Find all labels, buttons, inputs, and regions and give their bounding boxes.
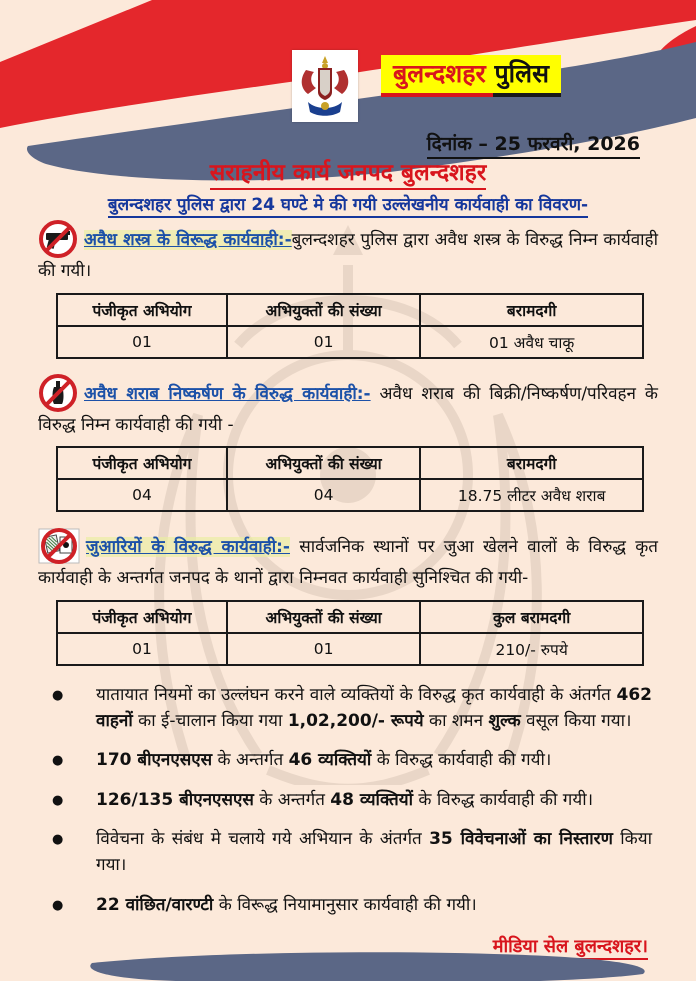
no-firearm-icon xyxy=(38,219,78,259)
table-row: 01 01 01 अवैध चाकू xyxy=(57,326,643,358)
no-alcohol-icon xyxy=(38,373,78,413)
section-heading: अवैध शराब निष्कर्षण के विरुद्ध कार्यवाही:- xyxy=(84,383,371,404)
table-header-row: पंजीकृत अभियोग अभियुक्तों की संख्या कुल बरामदगी xyxy=(57,601,643,633)
bullet-text: 170 बीएनएसएस के अन्तर्गत 46 व्यक्तियों के विरुद्ध कार्यवाही की गयी। xyxy=(96,750,552,771)
media-cell-signature: मीडिया सेल बुलन्दशहर। xyxy=(493,936,648,960)
list-item xyxy=(38,747,658,773)
police-logo-box xyxy=(292,50,358,122)
list-item xyxy=(38,682,658,735)
arms-action-table xyxy=(56,293,644,359)
list-item xyxy=(38,826,658,879)
bullet-text: विवेचना के संबंध मे चलाये गये अभियान के अंतर्गत 35 विवेचनाओं का निस्तारण किया गया। xyxy=(96,828,652,876)
section-gambling xyxy=(38,526,658,592)
gambling-action-table xyxy=(56,600,644,666)
up-police-crest-icon xyxy=(298,54,352,118)
org-name-part1: बुलन्दशहर xyxy=(393,59,486,88)
bullet-marker-icon: ● xyxy=(52,792,64,808)
footer-swoosh-art xyxy=(0,945,696,985)
date-line: दिनांक – 25 फरवरी, 2026 xyxy=(427,130,640,159)
bullet-text: यातायात नियमों का उल्लंघन करने वाले व्यक्तियों के विरुद्ध कृत कार्यवाही के अंतर्गत 462 वाहनों का ई-चालान किया गया 1,02,200/- रूपये का शमन शुल्क वसूल किया गया। xyxy=(96,684,652,731)
section-heading: अवैध शस्त्र के विरूद्ध कार्यवाही:- xyxy=(84,230,292,250)
bullet-marker-icon: ● xyxy=(52,897,64,913)
org-name-plate xyxy=(381,55,561,97)
content-area xyxy=(38,192,658,958)
subtitle-line: बुलन्दशहर पुलिस द्वारा 24 घण्टे मे की गयी उल्लेखनीय कार्यवाही का विवरण- xyxy=(38,192,658,215)
table-header-row: पंजीकृत अभियोग अभियुक्तों की संख्या बरामदगी xyxy=(57,294,643,326)
table-header-row: पंजीकृत अभियोग अभियुक्तों की संख्या बरामदगी xyxy=(57,447,643,479)
bullet-text: 126/135 बीएनएसएस के अन्तर्गत 48 व्यक्तियों के विरुद्ध कार्यवाही की गयी। xyxy=(96,789,594,810)
no-gambling-icon xyxy=(38,526,80,566)
bullet-marker-icon: ● xyxy=(52,687,64,703)
section-body: बुलन्दशहर पुलिस द्वारा अवैध शस्त्र के विरुद्ध निम्न कार्यवाही की गयी। xyxy=(38,230,658,281)
main-title-row xyxy=(0,155,696,190)
table-row: 01 01 210/- रुपये xyxy=(57,633,643,665)
section-illegal-arms xyxy=(38,219,658,285)
org-name-part2: पुलिस xyxy=(485,59,549,88)
list-item xyxy=(38,787,658,813)
bullet-marker-icon: ● xyxy=(52,753,64,769)
page-title: सराहनीय कार्य जनपद बुलन्दशहर xyxy=(210,155,487,190)
list-item xyxy=(38,892,658,918)
section-heading: जुआरियों के विरुद्ध कार्यवाही:- xyxy=(86,537,290,557)
section-illicit-liquor xyxy=(38,373,658,439)
highlights-bullet-list xyxy=(38,682,658,918)
bullet-text: 22 वांछित/वारण्टी के विरूद्ध नियामानुसार कार्यवाही की गयी। xyxy=(96,894,477,915)
bottom-edge-strip xyxy=(0,981,696,985)
table-row: 04 04 18.75 लीटर अवैध शराब xyxy=(57,479,643,511)
liquor-action-table xyxy=(56,446,644,512)
section-body: सार्वजनिक स्थानों पर जुआ खेलने वालों के विरुद्ध कृत कार्यवाही के अन्तर्गत जनपद के थानों द्वारा निम्नवत कार्यवाही सुनिश्चित की गयी- xyxy=(38,537,658,588)
section-body: अवैध शराब की बिक्री/निष्कर्षण/परिवहन के विरुद्ध निम्न कार्यवाही की गयी - xyxy=(38,383,658,435)
bullet-marker-icon: ● xyxy=(52,831,64,847)
